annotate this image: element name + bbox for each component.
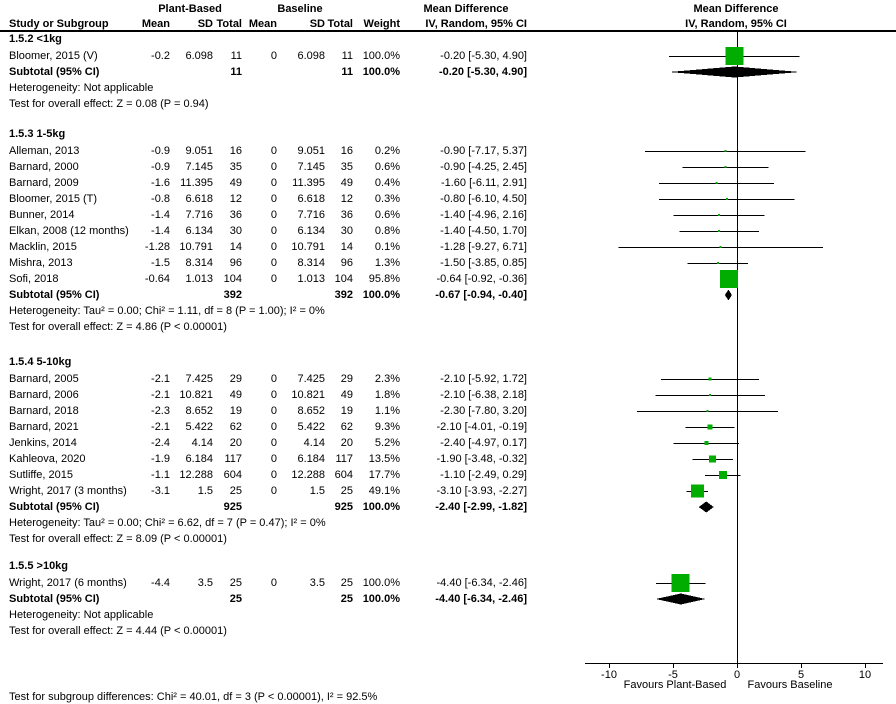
subtotal-label-cell: Subtotal (95% CI) [9,66,100,78]
total1-cell: 925 [223,501,242,513]
study-name-cell: Barnard, 2009 [9,177,79,189]
mean2-cell: 0 [270,373,277,385]
sd1-cell: 9.051 [185,145,213,157]
axis-tick-label: -5 [668,669,678,681]
sd1-cell: 1.5 [197,485,213,497]
heterogeneity-row [0,303,896,319]
mean1-cell: -1.4 [151,225,170,237]
total1-cell: 604 [223,469,242,481]
sd1-cell: 6.618 [185,193,213,205]
mean1-cell: -1.28 [144,241,170,253]
group1-header: Plant-Based [158,3,222,15]
effect-measure-header-left: Mean Difference [423,3,509,15]
weight-cell: 0.1% [374,241,400,253]
study-row [0,48,896,64]
study-row [0,255,896,271]
sd2-cell: 5.422 [297,421,325,433]
overall-test-row [0,96,896,112]
study-name-cell: Bloomer, 2015 (T) [9,193,98,205]
sd2-cell: 8.314 [297,257,325,269]
total2-cell: 62 [340,421,353,433]
mean2-cell: 0 [270,437,277,449]
heterogeneity-row [0,80,896,96]
axis-tick-label: 0 [733,669,741,681]
sd2-cell: 4.14 [303,437,325,449]
sd2-column-header: SD [309,18,325,30]
study-row [0,451,896,467]
total2-cell: 35 [340,161,353,173]
axis-tick-label: 5 [797,669,805,681]
study-name-cell: Barnard, 2000 [9,161,79,173]
study-row [0,403,896,419]
study-row [0,435,896,451]
ci-cell: -0.20 [-5.30, 4.90] [438,66,527,78]
weight-cell: 0.4% [374,177,400,189]
mean1-cell: -0.2 [151,50,170,62]
subtotal-label-cell: Subtotal (95% CI) [9,593,100,605]
study-row [0,575,896,591]
weight-cell: 5.2% [374,437,400,449]
subgroup-label-row [0,31,896,47]
total1-cell: 11 [230,66,242,78]
sd2-cell: 10.791 [291,241,325,253]
overall-test-note: Test for overall effect: Z = 0.08 (P = 0.94) [9,98,209,110]
ci-cell: -1.28 [-9.27, 6.71] [440,241,527,253]
weight-cell: 13.5% [368,453,400,465]
total2-cell: 36 [340,209,353,221]
study-name-cell: Alleman, 2013 [9,145,80,157]
study-name-cell: Barnard, 2005 [9,373,79,385]
study-name-cell: Barnard, 2018 [9,405,79,417]
study-name-cell: Mishra, 2013 [9,257,73,269]
weight-cell: 0.6% [374,161,400,173]
study-column-header: Study or Subgroup [9,18,109,30]
total1-cell: 14 [229,241,242,253]
sd1-cell: 7.145 [185,161,213,173]
total1-cell: 62 [229,421,242,433]
total2-cell: 25 [340,485,353,497]
ci-cell: -0.80 [-6.10, 4.50] [440,193,527,205]
sd1-cell: 6.184 [185,453,213,465]
total1-cell: 19 [229,405,242,417]
mean1-cell: -1.1 [151,469,170,481]
overall-test-note: Test for overall effect: Z = 8.09 (P < 0.00001) [9,533,227,545]
mean1-cell: -1.6 [151,177,170,189]
total1-cell: 29 [229,373,242,385]
study-row [0,223,896,239]
total2-cell: 49 [340,389,353,401]
heterogeneity-note: Heterogeneity: Tau² = 0.00; Chi² = 6.62, df = 7 (P = 0.47); I² = 0% [9,517,326,529]
ci-column-header-left: IV, Random, 95% CI [425,18,527,30]
total2-cell: 604 [334,469,353,481]
total2-cell: 104 [334,273,353,285]
sd2-cell: 8.652 [297,405,325,417]
total1-cell: 117 [224,453,242,465]
sd1-cell: 4.14 [191,437,213,449]
sd1-cell: 6.098 [185,50,213,62]
total2-cell: 16 [340,145,353,157]
weight-cell: 100.0% [362,66,400,78]
mean1-cell: -2.1 [151,421,170,433]
weight-cell: 0.8% [374,225,400,237]
study-name-cell: Jenkins, 2014 [9,437,77,449]
subtotal-label-cell: Subtotal (95% CI) [9,289,100,301]
mean2-cell: 0 [270,145,277,157]
sd1-cell: 1.013 [185,273,213,285]
ci-cell: -2.30 [-7.80, 3.20] [440,405,527,417]
subgroup-label: 1.5.5 >10kg [9,560,69,572]
weight-cell: 2.3% [374,373,400,385]
mean2-cell: 0 [270,421,277,433]
total1-cell: 16 [229,145,242,157]
ci-cell: -4.40 [-6.34, -2.46] [435,593,527,605]
mean1-cell: -1.5 [151,257,170,269]
study-row [0,467,896,483]
sd1-cell: 10.791 [179,241,213,253]
total2-cell: 117 [335,453,353,465]
mean2-cell: 0 [270,225,277,237]
weight-cell: 95.8% [368,273,400,285]
study-row [0,207,896,223]
overall-test-note: Test for overall effect: Z = 4.86 (P < 0.00001) [9,321,227,333]
heterogeneity-note: Heterogeneity: Not applicable [9,82,154,94]
study-name-cell: Barnard, 2021 [9,421,79,433]
sd2-cell: 6.098 [297,50,325,62]
sd1-cell: 3.5 [197,577,213,589]
sd2-cell: 7.425 [297,373,325,385]
heterogeneity-row [0,607,896,623]
study-name-cell: Bloomer, 2015 (V) [9,50,98,62]
total1-cell: 36 [229,209,242,221]
study-row [0,159,896,175]
ci-cell: -0.90 [-4.25, 2.45] [440,161,527,173]
study-name-cell: Macklin, 2015 [9,241,77,253]
total2-cell: 29 [340,373,353,385]
study-name-cell: Wright, 2017 (6 months) [9,577,127,589]
heterogeneity-row [0,515,896,531]
subtotal-label-cell: Subtotal (95% CI) [9,501,100,513]
weight-cell: 17.7% [368,469,400,481]
sd1-column-header: SD [197,18,213,30]
sd1-cell: 8.314 [185,257,213,269]
total2-cell: 96 [340,257,353,269]
total1-cell: 104 [223,273,242,285]
mean2-cell: 0 [270,241,277,253]
study-row [0,271,896,287]
overall-test-row [0,623,896,639]
sd2-cell: 11.395 [292,177,325,189]
study-name-cell: Elkan, 2008 (12 months) [9,225,129,237]
mean2-cell: 0 [270,469,277,481]
ci-cell: -2.10 [-4.01, -0.19] [436,421,527,433]
mean1-cell: -2.1 [151,389,170,401]
mean2-cell: 0 [270,389,277,401]
ci-cell: -1.60 [-6.11, 2.91] [440,177,527,189]
mean2-cell: 0 [270,453,277,465]
sd1-cell: 8.652 [185,405,213,417]
mean1-cell: -2.1 [151,373,170,385]
axis-tick-label: -10 [601,669,617,681]
ci-cell: -0.90 [-7.17, 5.37] [440,145,527,157]
mean2-column-header: Mean [248,18,277,30]
study-row [0,191,896,207]
total1-column-header: Total [216,18,242,30]
total2-cell: 49 [340,177,353,189]
ci-cell: -0.64 [-0.92, -0.36] [436,273,527,285]
mean1-cell: -0.9 [151,145,170,157]
sd1-cell: 12.288 [179,469,213,481]
weight-column-header: Weight [363,18,400,30]
ci-cell: -4.40 [-6.34, -2.46] [436,577,527,589]
sd2-cell: 9.051 [297,145,325,157]
ci-cell: -2.10 [-5.92, 1.72] [440,373,527,385]
total2-cell: 14 [340,241,353,253]
subgroup-label: 1.5.4 5-10kg [9,356,72,368]
subtotal-row [0,287,896,303]
sd2-cell: 1.5 [309,485,325,497]
total1-cell: 35 [229,161,242,173]
sd2-cell: 6.134 [297,225,325,237]
study-row [0,175,896,191]
subgroup-label-row [0,354,896,370]
total2-cell: 11 [341,50,353,62]
total1-cell: 20 [229,437,242,449]
mean1-cell: -2.3 [151,405,170,417]
mean2-cell: 0 [270,485,277,497]
mean1-column-header: Mean [141,18,170,30]
mean2-cell: 0 [270,577,277,589]
effect-measure-header-right: Mean Difference [693,3,779,15]
weight-cell: 0.6% [374,209,400,221]
sd1-cell: 7.425 [185,373,213,385]
subgroup-label-row [0,558,896,574]
ci-cell: -1.40 [-4.96, 2.16] [440,209,527,221]
sd2-cell: 7.716 [297,209,325,221]
total1-cell: 12 [229,193,242,205]
mean2-cell: 0 [270,257,277,269]
weight-cell: 100.0% [362,289,400,301]
ci-cell: -0.67 [-0.94, -0.40] [435,289,527,301]
mean1-cell: -0.9 [151,161,170,173]
weight-cell: 49.1% [368,485,400,497]
ci-cell: -1.10 [-2.49, 0.29] [440,469,527,481]
subgroup-label: 1.5.2 <1kg [9,33,62,45]
subtotal-row [0,591,896,607]
study-row [0,371,896,387]
study-row [0,239,896,255]
weight-cell: 100.0% [362,50,400,62]
mean1-cell: -0.8 [151,193,170,205]
mean1-cell: -2.4 [151,437,170,449]
sd2-cell: 1.013 [297,273,325,285]
axis-tick-label: 10 [858,669,872,681]
mean2-cell: 0 [270,177,277,189]
sd2-cell: 7.145 [297,161,325,173]
mean1-cell: -4.4 [151,577,170,589]
total2-column-header: Total [327,18,353,30]
total1-cell: 30 [229,225,242,237]
total1-cell: 25 [229,593,242,605]
total2-cell: 12 [340,193,353,205]
mean2-cell: 0 [270,209,277,221]
weight-cell: 100.0% [362,577,400,589]
overall-test-row [0,319,896,335]
total1-cell: 25 [229,485,242,497]
mean2-cell: 0 [270,273,277,285]
mean2-cell: 0 [270,405,277,417]
study-row [0,483,896,499]
mean2-cell: 0 [270,193,277,205]
mean1-cell: -0.64 [144,273,170,285]
subgroup-test-footer: Test for subgroup differences: Chi² = 40.01, df = 3 (P < 0.00001), I² = 92.5% [9,691,378,703]
study-name-cell: Sutliffe, 2015 [9,469,74,481]
subgroup-label-row [0,126,896,142]
heterogeneity-note: Heterogeneity: Not applicable [9,609,154,621]
favours-right-label: Favours Baseline [747,679,833,691]
sd2-cell: 10.821 [291,389,325,401]
ci-cell: -1.50 [-3.85, 0.85] [440,257,527,269]
total1-cell: 49 [229,177,242,189]
study-name-cell: Wright, 2017 (3 months) [9,485,127,497]
subtotal-row [0,499,896,515]
total1-cell: 49 [229,389,242,401]
subgroup-label: 1.5.3 1-5kg [9,128,66,140]
total1-cell: 11 [230,50,242,62]
mean2-cell: 0 [270,50,277,62]
sd2-cell: 3.5 [309,577,325,589]
ci-cell: -0.20 [-5.30, 4.90] [440,50,527,62]
sd1-cell: 5.422 [185,421,213,433]
ci-cell: -3.10 [-3.93, -2.27] [436,485,527,497]
total2-cell: 392 [334,289,353,301]
weight-cell: 0.3% [374,193,400,205]
total2-cell: 925 [334,501,353,513]
study-row [0,143,896,159]
mean1-cell: -3.1 [151,485,170,497]
sd2-cell: 6.618 [297,193,325,205]
weight-cell: 9.3% [374,421,400,433]
weight-cell: 1.1% [374,405,400,417]
total2-cell: 19 [340,405,353,417]
total2-cell: 20 [340,437,353,449]
study-row [0,387,896,403]
study-name-cell: Bunner, 2014 [9,209,75,221]
mean1-cell: -1.4 [151,209,170,221]
sd2-cell: 12.288 [291,469,325,481]
study-row [0,419,896,435]
favours-left-label: Favours Plant-Based [623,679,727,691]
weight-cell: 100.0% [362,593,400,605]
sd1-cell: 7.716 [185,209,213,221]
total2-cell: 30 [340,225,353,237]
mean1-cell: -1.9 [151,453,170,465]
heterogeneity-note: Heterogeneity: Tau² = 0.00; Chi² = 1.11, df = 8 (P = 1.00); I² = 0% [9,305,325,317]
overall-test-note: Test for overall effect: Z = 4.44 (P < 0.00001) [9,625,227,637]
ci-cell: -2.40 [-2.99, -1.82] [435,501,527,513]
weight-cell: 0.2% [374,145,400,157]
total2-cell: 11 [341,66,353,78]
mean2-cell: 0 [270,161,277,173]
weight-cell: 1.3% [374,257,400,269]
ci-cell: -1.90 [-3.48, -0.32] [436,453,527,465]
total1-cell: 25 [229,577,242,589]
weight-cell: 100.0% [362,501,400,513]
overall-test-row [0,531,896,547]
group2-header: Baseline [277,3,323,15]
sd2-cell: 6.184 [297,453,325,465]
ci-column-header-right: IV, Random, 95% CI [685,18,787,30]
total1-cell: 96 [229,257,242,269]
sd1-cell: 11.395 [180,177,213,189]
ci-cell: -1.40 [-4.50, 1.70] [440,225,527,237]
total1-cell: 392 [223,289,242,301]
sd1-cell: 6.134 [185,225,213,237]
ci-cell: -2.40 [-4.97, 0.17] [440,437,527,449]
sd1-cell: 10.821 [179,389,213,401]
study-name-cell: Sofi, 2018 [9,273,59,285]
total2-cell: 25 [340,577,353,589]
ci-cell: -2.10 [-6.38, 2.18] [440,389,527,401]
study-name-cell: Kahleova, 2020 [9,453,86,465]
subtotal-row [0,64,896,80]
study-name-cell: Barnard, 2006 [9,389,79,401]
total2-cell: 25 [340,593,353,605]
weight-cell: 1.8% [374,389,400,401]
